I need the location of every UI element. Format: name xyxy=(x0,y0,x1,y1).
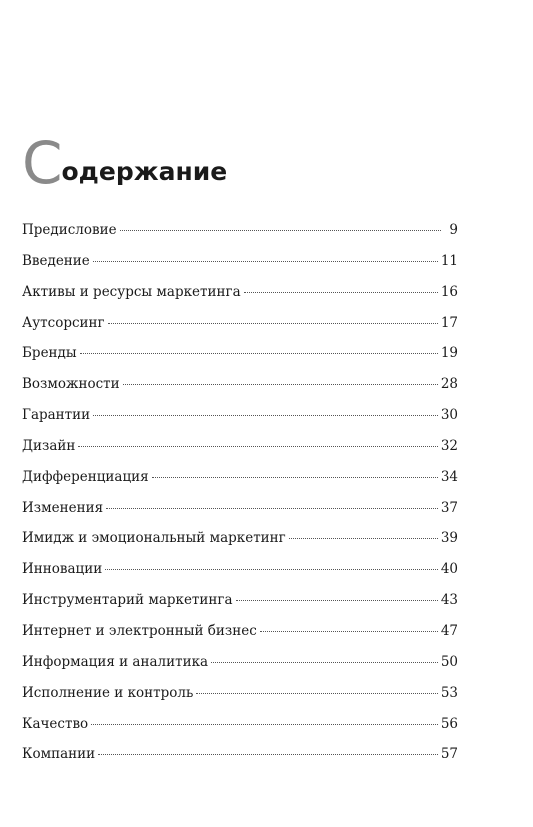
dot-leader xyxy=(196,693,437,694)
toc-entry-label: Изменения xyxy=(22,499,104,516)
title-text: одержание xyxy=(61,157,228,186)
toc-entry[interactable] xyxy=(22,345,458,376)
toc-entry-page: 50 xyxy=(440,653,458,670)
toc-entry-page: 37 xyxy=(440,499,458,516)
toc-entry-label: Интернет и электронный бизнес xyxy=(22,622,257,639)
toc-entry-label: Исполнение и контроль xyxy=(22,684,194,701)
toc-entry-label: Введение xyxy=(22,252,90,269)
toc-entry[interactable] xyxy=(22,253,458,284)
toc-entry-page: 30 xyxy=(440,407,458,424)
dot-leader xyxy=(93,261,438,262)
toc-entry-label: Информация и аналитика xyxy=(22,653,209,670)
table-of-contents xyxy=(22,222,458,777)
toc-entry-label: Активы и ресурсы маркетинга xyxy=(22,283,241,300)
toc-entry-page: 34 xyxy=(440,468,458,485)
toc-entry[interactable] xyxy=(22,469,458,500)
toc-entry-label: Возможности xyxy=(22,376,120,393)
toc-entry[interactable] xyxy=(22,530,458,561)
toc-entry-label: Инструментарий маркетинга xyxy=(22,592,233,609)
toc-entry-label: Дизайн xyxy=(22,437,76,454)
dot-leader xyxy=(244,292,438,293)
dot-leader xyxy=(260,631,438,632)
toc-entry-label: Компании xyxy=(22,746,96,763)
dot-leader xyxy=(105,569,438,570)
toc-entry-page: 9 xyxy=(449,222,458,238)
toc-entry-page: 40 xyxy=(440,561,458,578)
dot-leader xyxy=(123,384,438,385)
page-title xyxy=(22,129,228,197)
toc-entry[interactable] xyxy=(22,623,458,654)
toc-entry-page: 47 xyxy=(440,622,458,639)
toc-entry[interactable] xyxy=(22,222,458,253)
toc-entry-page: 39 xyxy=(440,530,458,547)
toc-entry-page: 53 xyxy=(440,684,458,701)
toc-entry[interactable] xyxy=(22,376,458,407)
toc-entry-page: 11 xyxy=(440,252,458,269)
toc-entry[interactable] xyxy=(22,654,458,685)
toc-entry[interactable] xyxy=(22,500,458,531)
dot-leader xyxy=(152,477,438,478)
toc-entry-label: Инновации xyxy=(22,561,103,578)
toc-entry-page: 17 xyxy=(440,314,458,331)
toc-entry[interactable] xyxy=(22,407,458,438)
dot-leader xyxy=(93,415,438,416)
title-drop-cap: С xyxy=(22,129,61,197)
toc-entry-page: 16 xyxy=(440,283,458,300)
dot-leader xyxy=(236,600,438,601)
toc-entry-page: 32 xyxy=(440,437,458,454)
dot-leader xyxy=(80,353,438,354)
toc-entry-label: Дифференциация xyxy=(22,468,149,485)
toc-entry-page: 57 xyxy=(440,746,458,763)
toc-entry[interactable] xyxy=(22,284,458,315)
dot-leader xyxy=(106,508,438,509)
toc-entry-label: Бренды xyxy=(22,345,77,362)
dot-leader xyxy=(211,662,438,663)
toc-entry[interactable] xyxy=(22,438,458,469)
toc-entry-label: Гарантии xyxy=(22,407,91,424)
toc-entry-page: 43 xyxy=(440,592,458,609)
dot-leader xyxy=(78,446,437,447)
dot-leader xyxy=(289,538,438,539)
toc-entry-label: Качество xyxy=(22,715,89,732)
dot-leader xyxy=(98,754,438,755)
toc-entry[interactable] xyxy=(22,561,458,592)
toc-entry-page: 19 xyxy=(440,345,458,362)
toc-entry[interactable] xyxy=(22,315,458,346)
toc-entry-label: Предисловие xyxy=(22,222,117,238)
dot-leader xyxy=(108,323,438,324)
toc-entry-page: 56 xyxy=(440,715,458,732)
toc-entry[interactable] xyxy=(22,685,458,716)
toc-entry-page: 28 xyxy=(440,376,458,393)
dot-leader xyxy=(91,724,438,725)
toc-entry[interactable] xyxy=(22,592,458,623)
toc-entry-label: Имидж и эмоциональный маркетинг xyxy=(22,530,286,547)
toc-entry-label: Аутсорсинг xyxy=(22,314,105,331)
toc-entry[interactable] xyxy=(22,746,458,777)
toc-entry[interactable] xyxy=(22,716,458,747)
dot-leader xyxy=(120,230,441,231)
